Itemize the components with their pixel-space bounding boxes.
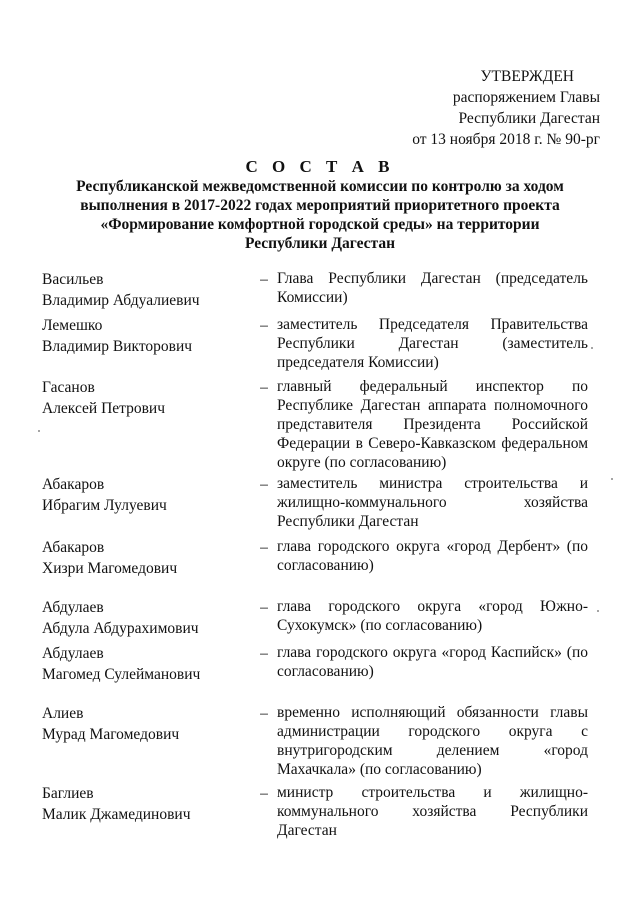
document-subtitle: Республиканской межведомственной комиссии по контролю за ходом выполнения в 2017-2022 годах мероприятий приоритетного проекта «Формирование комфортной городской среды» на территории Республики Дагестан xyxy=(76,178,564,252)
member-role: глава городского округа «город Дербент» (по согласованию) xyxy=(277,538,588,574)
member-name xyxy=(42,474,252,516)
member-name xyxy=(42,703,252,745)
approval-block xyxy=(412,66,600,150)
member-given-name: Владимир Абдуалиевич xyxy=(42,292,200,309)
member-name xyxy=(42,377,252,419)
member-given-name: Абдула Абдурахимович xyxy=(42,620,199,637)
dash-separator: – xyxy=(260,476,268,493)
member-surname: Абакаров xyxy=(42,539,105,556)
member-name xyxy=(42,269,252,311)
approval-line-3: от 13 ноября 2018 г. № 90-рг xyxy=(412,131,600,148)
member-role: заместитель Председателя Правительства Республики Дагестан (заместитель председателя Комиссии) xyxy=(277,316,588,371)
member-given-name: Ибрагим Лулуевич xyxy=(42,497,167,514)
document-title: С О С Т А В xyxy=(245,157,395,176)
member-surname: Гасанов xyxy=(42,379,95,396)
member-name xyxy=(42,315,252,357)
member-role: главный федеральный инспектор по Республике Дагестан аппарата полномочного представителя Президента Российской Федерации в Северо-Кавказском федеральном округе (по согласованию) xyxy=(277,378,588,471)
member-name xyxy=(42,597,252,639)
member-surname: Лемешко xyxy=(42,317,103,334)
member-given-name: Владимир Викторович xyxy=(42,338,193,355)
scan-speck xyxy=(38,430,40,432)
member-given-name: Магомед Сулейманович xyxy=(42,666,201,683)
dash-separator: – xyxy=(260,599,268,616)
member-surname: Алиев xyxy=(42,705,84,722)
member-surname: Абдулаев xyxy=(42,645,104,662)
dash-separator: – xyxy=(260,705,268,722)
scan-speck xyxy=(591,347,593,349)
member-name xyxy=(42,537,252,579)
member-role: заместитель министра строительства и жилищно-коммунального хозяйства Республики Дагестан xyxy=(277,475,588,530)
member-given-name: Хизри Магомедович xyxy=(42,560,178,577)
dash-separator: – xyxy=(260,379,268,396)
dash-separator: – xyxy=(260,539,268,556)
member-role: Глава Республики Дагестан (председатель Комиссии) xyxy=(277,270,588,306)
member-role: министр строительства и жилищно-коммунального хозяйства Республики Дагестан xyxy=(277,784,588,839)
scan-speck xyxy=(597,610,599,612)
scan-speck xyxy=(611,478,613,480)
member-surname: Баглиев xyxy=(42,785,94,802)
member-given-name: Малик Джамединович xyxy=(42,806,191,823)
approval-line-2: Республики Дагестан xyxy=(458,110,600,127)
dash-separator: – xyxy=(260,645,268,662)
dash-separator: – xyxy=(260,785,268,802)
dash-separator: – xyxy=(260,317,268,334)
member-surname: Васильев xyxy=(42,271,104,288)
member-surname: Абакаров xyxy=(42,476,105,493)
member-role: глава городского округа «город Каспийск» (по согласованию) xyxy=(277,644,588,680)
dash-separator: – xyxy=(260,271,268,288)
member-name xyxy=(42,643,252,685)
member-given-name: Мурад Магомедович xyxy=(42,726,180,743)
member-surname: Абдулаев xyxy=(42,599,104,616)
document-heading xyxy=(60,156,580,253)
member-role: временно исполняющий обязанности главы администрации городского округа с внутригородским делением «город Махачкала» (по согласованию) xyxy=(277,704,588,778)
approval-line-1: распоряжением Главы xyxy=(452,89,600,106)
member-role: глава городского округа «город Южно-Сухокумск» (по согласованию) xyxy=(277,598,588,634)
member-given-name: Алексей Петрович xyxy=(42,400,166,417)
approval-title: УТВЕРЖДЕН xyxy=(480,68,574,85)
member-name xyxy=(42,783,252,825)
